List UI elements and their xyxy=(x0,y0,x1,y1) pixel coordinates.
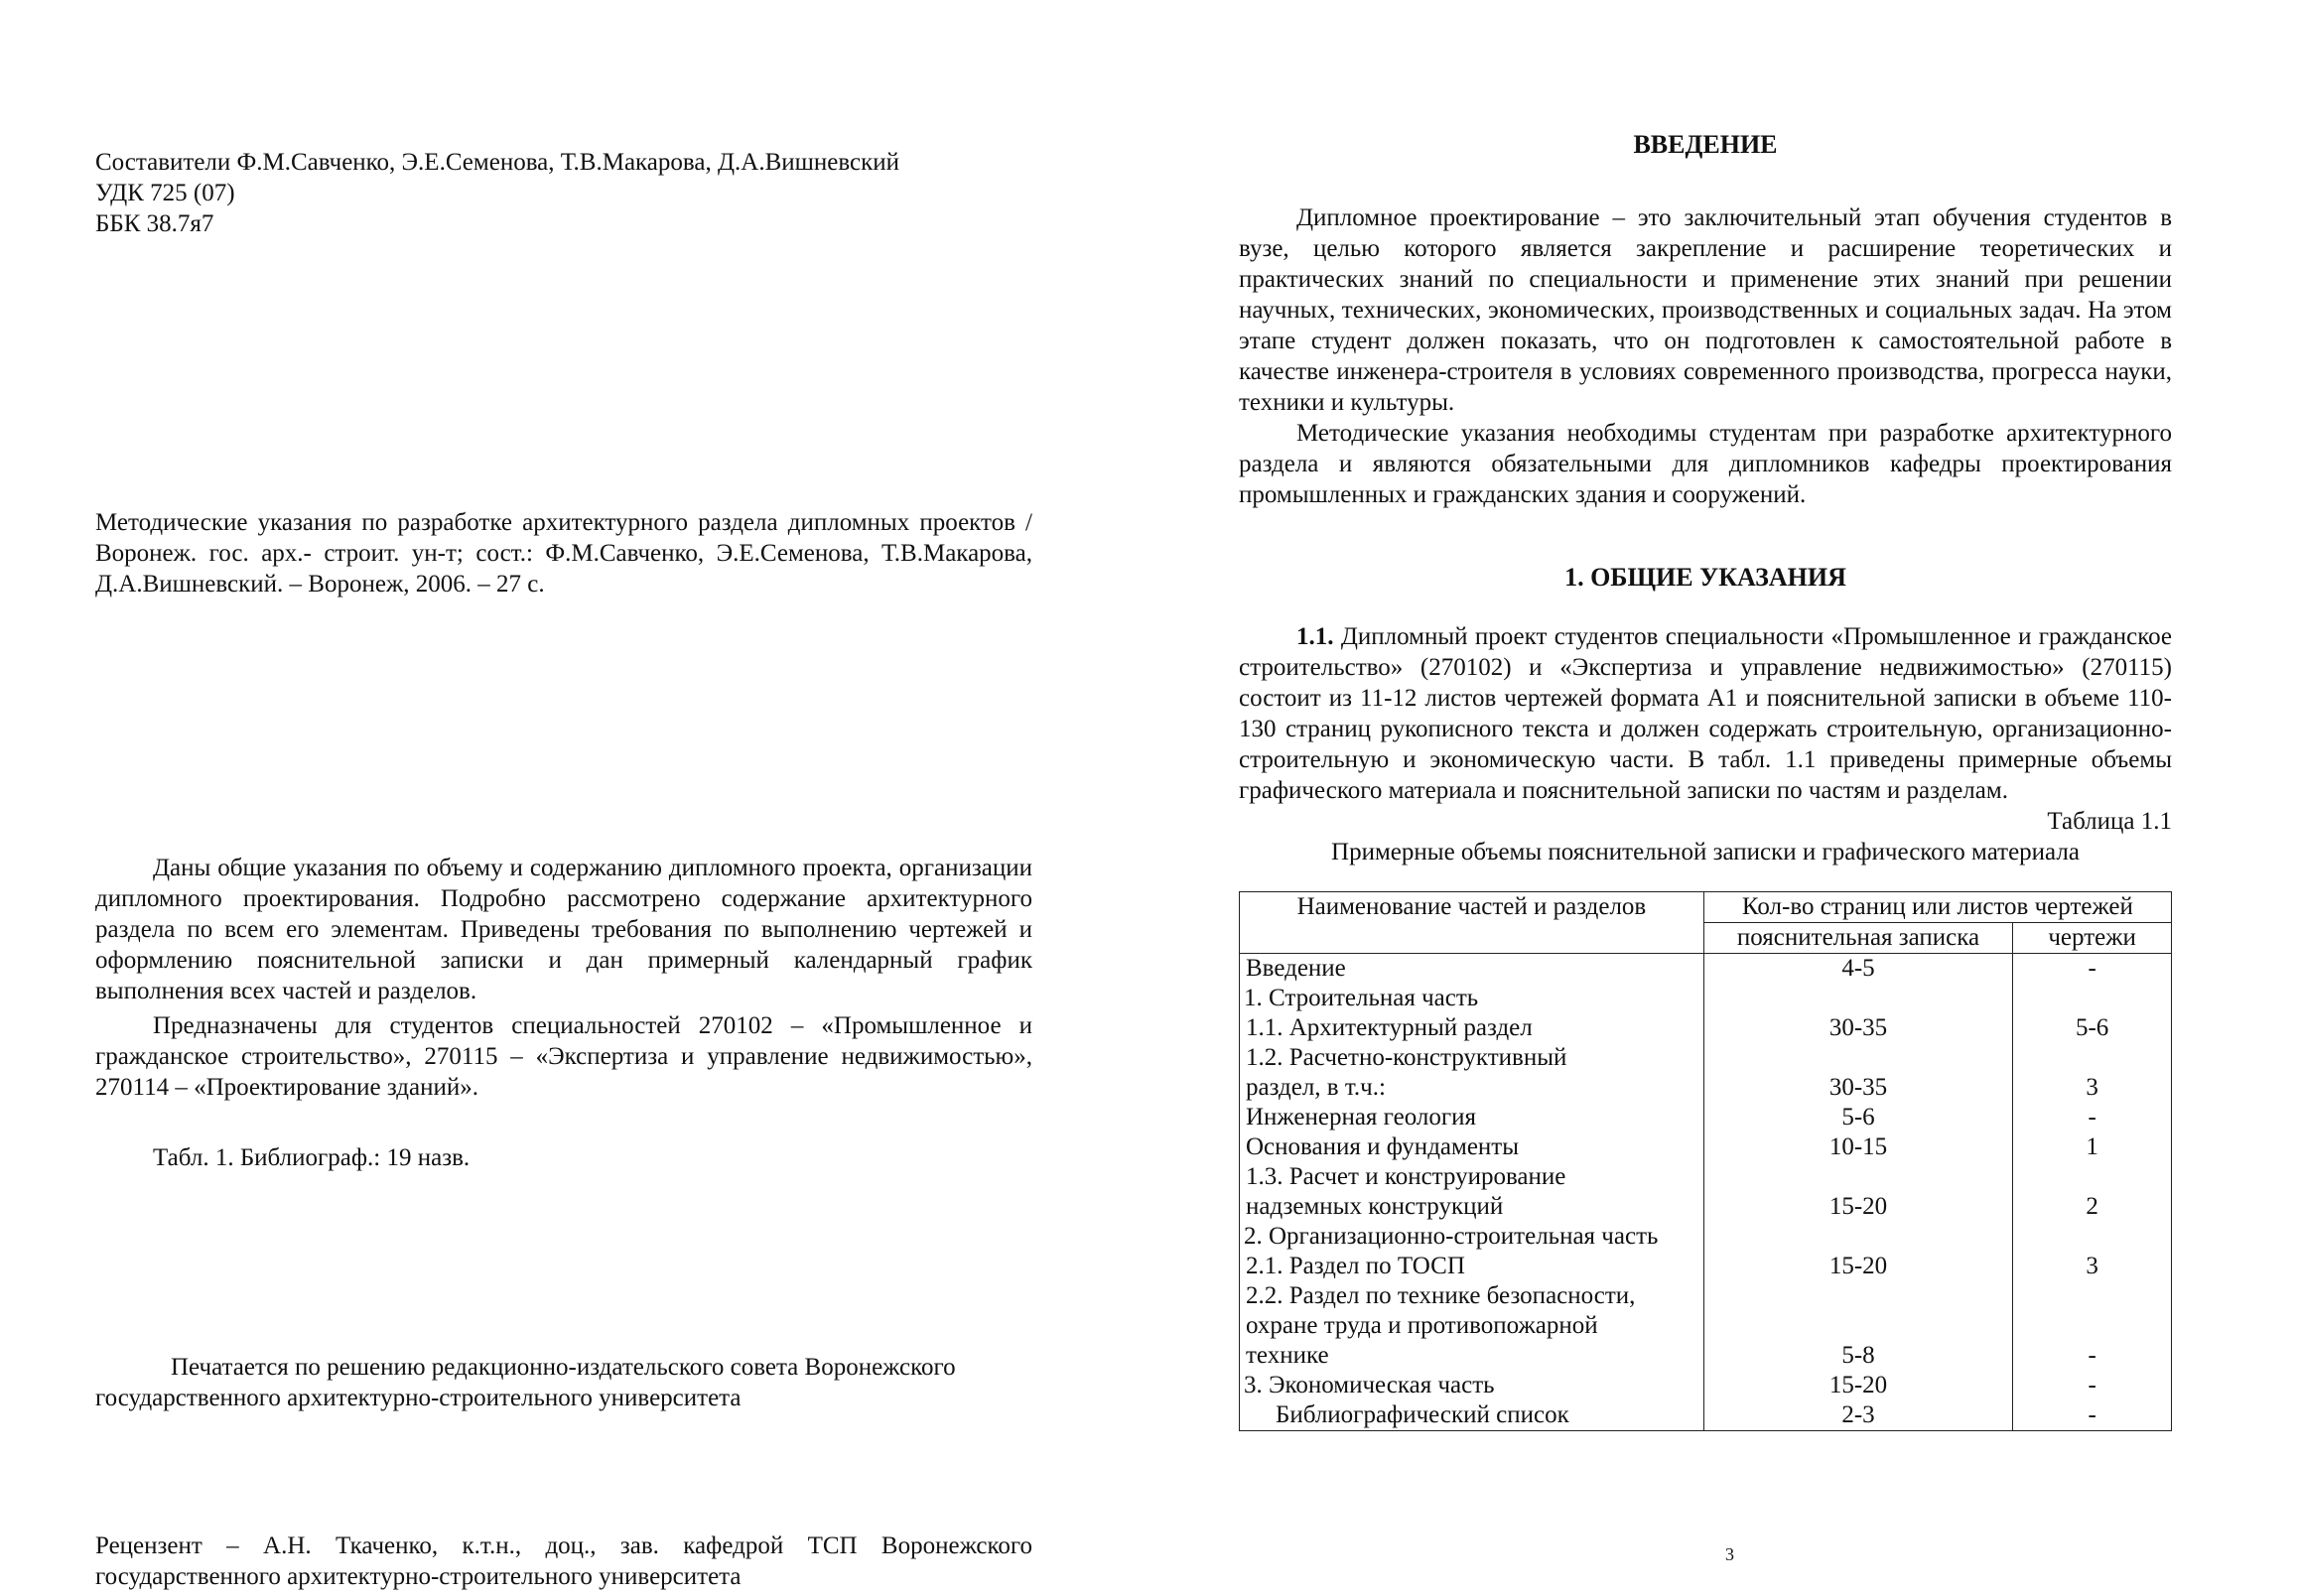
row-drawings: - xyxy=(2013,1400,2172,1431)
row-drawings xyxy=(2013,1222,2172,1252)
row-explanatory-note: 15-20 xyxy=(1703,1371,2012,1400)
udk-line: УДК 725 (07) xyxy=(95,180,235,206)
row-explanatory-note: 15-20 xyxy=(1703,1192,2012,1222)
row-name: Инженерная геология xyxy=(1240,1103,1704,1132)
volumes-table xyxy=(1239,891,2172,1431)
bbk-line: ББК 38.7я7 xyxy=(95,210,214,237)
row-drawings: - xyxy=(2013,1371,2172,1400)
header-name: Наименование частей и разделов xyxy=(1240,892,1704,954)
row-drawings: 3 xyxy=(2013,1252,2172,1281)
row-name: Библиографический список xyxy=(1240,1400,1704,1431)
row-explanatory-note: 5-6 xyxy=(1703,1103,2012,1132)
table-row xyxy=(1240,1192,2172,1222)
row-name: 2.2. Раздел по технике безопасности, xyxy=(1240,1281,1704,1311)
table-header xyxy=(1240,892,2172,954)
row-explanatory-note: 5-8 xyxy=(1703,1341,2012,1371)
intro-heading: ВВЕДЕНИЕ xyxy=(1633,130,1778,159)
row-name: 1.2. Расчетно-конструктивный xyxy=(1240,1043,1704,1073)
section-number: 1.1. xyxy=(1296,623,1334,650)
table-row xyxy=(1240,1400,2172,1431)
row-name: раздел, в т.ч.: xyxy=(1240,1073,1704,1103)
section-paragraph-text: Дипломный проект студентов специальности «Промышленное и гражданское строительство» (270102) и «Экспертиза и управление недвижимостью» (270115) состоит из 11-12 листов чертежей формата А1 и пояснительной записки в объеме 110-130 страниц рукописного текста и должен содержать строительную, организационно-строительную и экономическую части. В табл. 1.1 приведены примерные объемы графического материала и пояснительной записки по частям и разделам. xyxy=(1239,623,2172,804)
intro-paragraph-1: Дипломное проектирование – это заключительный этап обучения студентов в вузе, целью которого является закрепление и расширение теоретических и практических знаний по специальности и применение этих знаний при решении научных, технических, экономических, производственных и социальных задач. На этом этапе студент должен показать, что он подготовлен к самостоятельной работе в качестве инженера-строителя в условиях современного производства, прогресса науки, техники и культуры. xyxy=(1239,204,2172,416)
row-drawings: 1 xyxy=(2013,1132,2172,1162)
table-row xyxy=(1240,1371,2172,1400)
row-name: 2. Организационно-строительная часть xyxy=(1240,1222,1704,1252)
compilers-line: Составители Ф.М.Савченко, Э.Е.Семенова, Т.В.Макарова, Д.А.Вишневский xyxy=(95,149,900,176)
right-page xyxy=(1239,129,2172,1431)
row-explanatory-note xyxy=(1703,1162,2012,1192)
row-explanatory-note: 30-35 xyxy=(1703,1073,2012,1103)
row-name: технике xyxy=(1240,1341,1704,1371)
header-drawings: чертежи xyxy=(2013,923,2172,954)
row-name: 1.1. Архитектурный раздел xyxy=(1240,1013,1704,1043)
printed-by-line-1: Печатается по решению редакционно-издательского совета Воронежского xyxy=(171,1354,956,1381)
row-name: 2.1. Раздел по ТОСП xyxy=(1240,1252,1704,1281)
row-explanatory-note xyxy=(1703,1043,2012,1073)
row-name: 3. Экономическая часть xyxy=(1240,1371,1704,1400)
table-row xyxy=(1240,1341,2172,1371)
table-row xyxy=(1240,954,2172,985)
row-drawings: - xyxy=(2013,1103,2172,1132)
table-row xyxy=(1240,1073,2172,1103)
row-explanatory-note: 4-5 xyxy=(1703,954,2012,985)
row-drawings: 2 xyxy=(2013,1192,2172,1222)
row-explanatory-note: 10-15 xyxy=(1703,1132,2012,1162)
table-row xyxy=(1240,1222,2172,1252)
table-row xyxy=(1240,1281,2172,1311)
row-explanatory-note xyxy=(1703,984,2012,1013)
printed-by-note xyxy=(95,1352,1032,1413)
row-name: Введение xyxy=(1240,954,1704,985)
row-explanatory-note: 30-35 xyxy=(1703,1013,2012,1043)
table-label: Таблица 1.1 xyxy=(2047,808,2172,835)
row-name: охране труда и противопожарной xyxy=(1240,1311,1704,1341)
section-heading: 1. ОБЩИЕ УКАЗАНИЯ xyxy=(1564,563,1846,592)
row-drawings xyxy=(2013,1162,2172,1192)
table-row xyxy=(1240,1162,2172,1192)
annotation-block xyxy=(95,853,1032,1103)
bibliography-note: Табл. 1. Библиограф.: 19 назв. xyxy=(153,1144,471,1171)
header-explanatory-note: пояснительная записка xyxy=(1703,923,2012,954)
intro-paragraph-2: Методические указания необходимы студентам при разработке архитектурного раздела и являются обязательными для дипломников кафедры проектирования промышленных и гражданских здания и сооружений. xyxy=(1239,420,2172,508)
table-row xyxy=(1240,1252,2172,1281)
section-paragraph-1 xyxy=(1239,621,2172,806)
row-drawings: 5-6 xyxy=(2013,1013,2172,1043)
row-explanatory-note: 15-20 xyxy=(1703,1252,2012,1281)
header-group: Кол-во страниц или листов чертежей xyxy=(1703,892,2171,923)
table-row xyxy=(1240,1013,2172,1043)
row-drawings: - xyxy=(2013,1341,2172,1371)
reviewer-note: Рецензент – А.Н. Ткаченко, к.т.н., доц., зав. кафедрой ТСП Воронежского государственного архитектурно-строительного университета xyxy=(95,1532,1032,1590)
table-row xyxy=(1240,984,2172,1013)
row-explanatory-note xyxy=(1703,1311,2012,1341)
table-row xyxy=(1240,1103,2172,1132)
row-drawings xyxy=(2013,984,2172,1013)
credits-block xyxy=(95,147,1032,239)
printed-by-line-2: государственного архитектурно-строительного университета xyxy=(95,1385,742,1411)
intro-block xyxy=(1239,202,2172,510)
page-number: 3 xyxy=(1725,1544,1734,1564)
table-row xyxy=(1240,1311,2172,1341)
left-page xyxy=(95,139,1032,1592)
annotation-paragraph-1: Даны общие указания по объему и содержанию дипломного проекта, организации дипломного проектирования. Подробно рассмотрено содержание архитектурного раздела по всем его элементам. Приведены требования по выполнению чертежей и оформлению пояснительной записки и дан примерный календарный график выполнения всех частей и разделов. xyxy=(95,855,1032,1004)
row-drawings xyxy=(2013,1311,2172,1341)
table-body xyxy=(1240,954,2172,1431)
row-drawings xyxy=(2013,1043,2172,1073)
row-drawings: 3 xyxy=(2013,1073,2172,1103)
table-caption: Примерные объемы пояснительной записки и графического материала xyxy=(1331,839,2080,865)
row-drawings xyxy=(2013,1281,2172,1311)
row-drawings: - xyxy=(2013,954,2172,985)
annotation-paragraph-2: Предназначены для студентов специальностей 270102 – «Промышленное и гражданское строительство», 270115 – «Экспертиза и управление недвижимостью», 270114 – «Проектирование зданий». xyxy=(95,1012,1032,1101)
row-explanatory-note xyxy=(1703,1222,2012,1252)
row-explanatory-note: 2-3 xyxy=(1703,1400,2012,1431)
row-explanatory-note xyxy=(1703,1281,2012,1311)
bibliographic-description: Методические указания по разработке архитектурного раздела дипломных проектов / Воронеж. гос. арх.- строит. ун-т; сост.: Ф.М.Савченко, Э.Е.Семенова, Т.В.Макарова, Д.А.Вишневский. – Воронеж, 2006. – 27 с. xyxy=(95,509,1032,598)
table-row xyxy=(1240,1132,2172,1162)
row-name: надземных конструкций xyxy=(1240,1192,1704,1222)
row-name: 1.3. Расчет и конструирование xyxy=(1240,1162,1704,1192)
table-row xyxy=(1240,1043,2172,1073)
row-name: Основания и фундаменты xyxy=(1240,1132,1704,1162)
row-name: 1. Строительная часть xyxy=(1240,984,1704,1013)
